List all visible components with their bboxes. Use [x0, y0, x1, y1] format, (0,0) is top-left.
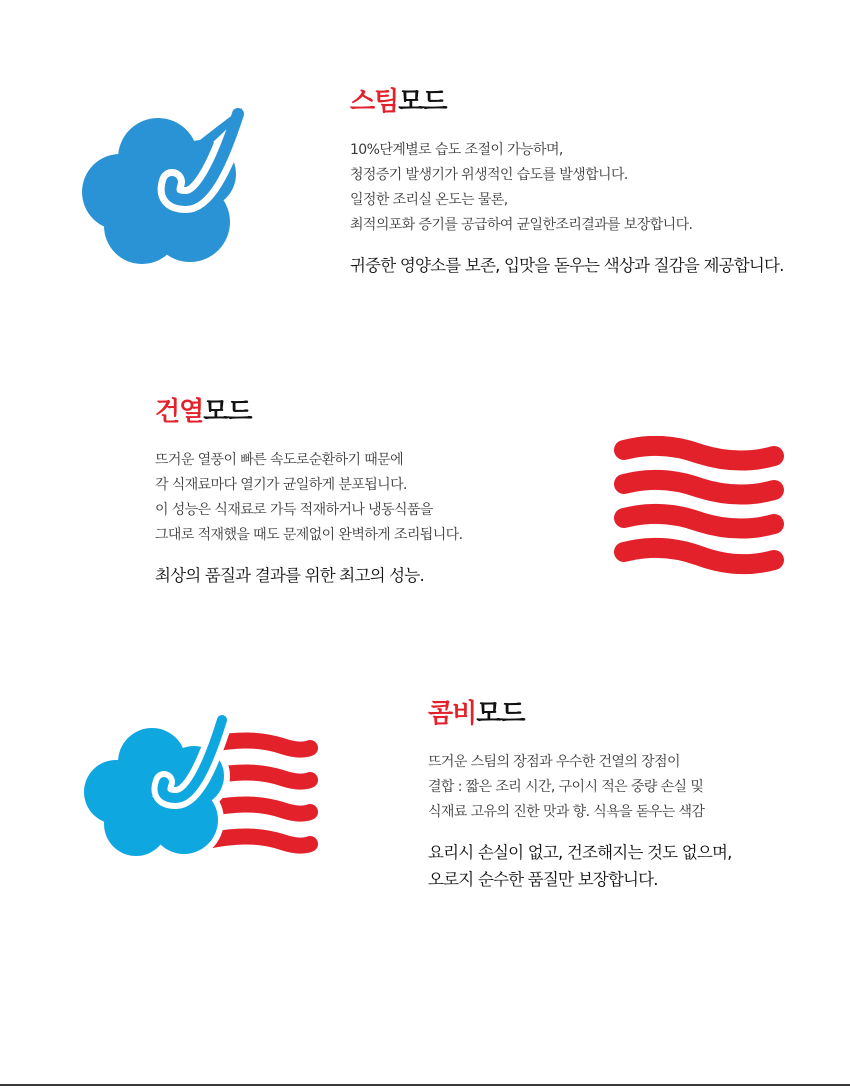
title-rest: 모드: [476, 699, 525, 729]
emphasis-text: [350, 252, 784, 279]
description: [428, 750, 732, 825]
emphasis-text: [155, 562, 462, 589]
steam-cloud-icon: [72, 104, 252, 270]
description: [155, 448, 462, 548]
description-line: 그대로 적재했을 때도 문제없이 완벽하게 조리됩니다.: [155, 527, 463, 543]
combi-mode-section: [428, 698, 732, 893]
title-accent: 콤비: [428, 699, 477, 729]
description-line: 뜨거운 스팀의 장점과 우수한 건열의 장점이: [428, 754, 680, 770]
heat-waves-icon: [612, 436, 788, 588]
section-title: [350, 86, 784, 118]
steam-mode-section: [350, 86, 784, 279]
bottom-divider: [0, 1084, 850, 1086]
title-rest: 모드: [398, 87, 447, 117]
description-line: 청정증기 발생기가 위생적인 습도를 발생합니다.: [350, 167, 628, 183]
title-accent: 건열: [155, 397, 204, 427]
convection-mode-section: [155, 396, 462, 589]
description: [350, 138, 784, 238]
description-line: 최적의포화 증기를 공급하여 균일한조리결과를 보장합니다.: [350, 217, 693, 233]
description-line: 뜨거운 열풍이 빠른 속도로순환하기 때문에: [155, 452, 404, 468]
emphasis-line: 요리시 손실이 없고, 건조해지는 것도 없으며,: [428, 843, 732, 862]
description-line: 식재료 고유의 진한 맛과 향. 식욕을 돋우는 색감: [428, 804, 705, 820]
description-line: 결합 : 짧은 조리 시간, 구이시 적은 중량 손실 및: [428, 779, 704, 795]
emphasis-line: 오로지 순수한 품질만 보장합니다.: [428, 870, 658, 889]
description-line: 10%단계별로 습도 조절이 가능하며,: [350, 142, 563, 158]
emphasis-line: 최상의 품질과 결과를 위한 최고의 성능.: [155, 566, 424, 585]
section-title: [155, 396, 462, 428]
description-line: 각 식재료마다 열기가 균일하게 분포됩니다.: [155, 477, 407, 493]
section-title: [428, 698, 732, 730]
title-accent: 스팀: [350, 87, 399, 117]
combi-steam-heat-icon: [72, 712, 322, 866]
description-line: 이 성능은 식재료로 가득 적재하거나 냉동식품을: [155, 502, 433, 518]
emphasis-text: [428, 839, 732, 893]
title-rest: 모드: [203, 397, 252, 427]
description-line: 일정한 조리실 온도는 물론,: [350, 192, 508, 208]
emphasis-line: 귀중한 영양소를 보존, 입맛을 돋우는 색상과 질감을 제공합니다.: [350, 256, 784, 275]
